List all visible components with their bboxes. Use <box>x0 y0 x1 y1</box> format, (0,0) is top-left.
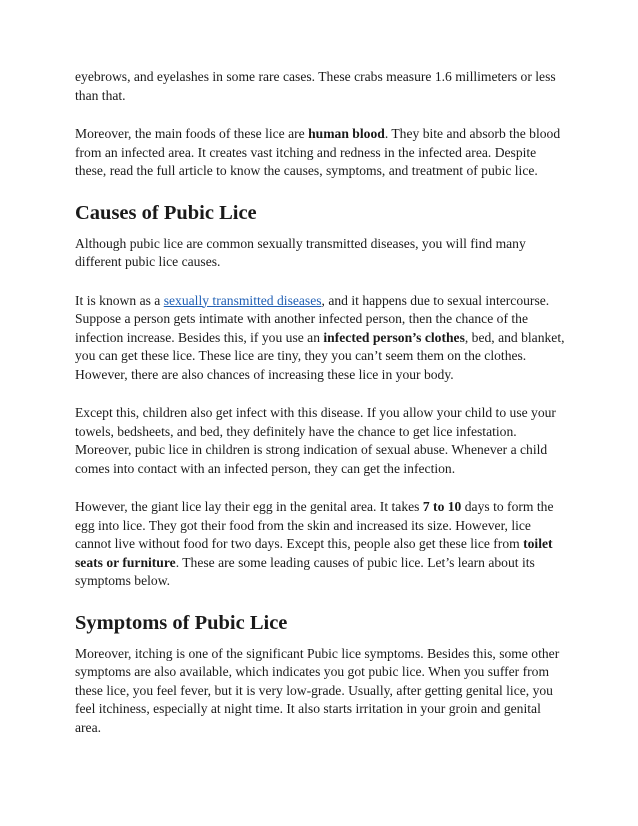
intro-p2-text-c: . They bite and absorb the blood from an infected area. It creates vast itching and redness in the infected area. Despite these, read the full article to know the causes, symptoms, and treatment of pubic lice. <box>75 126 561 178</box>
causes-p4-text-b: days to form the egg into lice. They got their food from the skin and increased its size. However, lice cannot live without food for two days. Except this, people also get these lice from <box>75 499 554 551</box>
sexually-transmitted-diseases-link[interactable]: sexually transmitted diseases <box>163 292 322 308</box>
causes-p2-text-c: , bed, and blanket, you can get these lice. These lice are tiny, they you can’t seem them on the clothes. However, there are also chances of increasing these lice in your body. <box>75 329 565 382</box>
symptoms-heading: Symptoms of Pubic Lice <box>75 611 288 634</box>
causes-p2-bold: infected person’s clothes <box>323 329 465 345</box>
causes-p2-text-a: It is known as a <box>75 292 164 308</box>
causes-paragraph-3: Except this, children also get infect with this disease. If you allow your child to use your towels, bedsheets, and bed, they definitely have the chance to get lice infestation. Moreover, pubic lice in children is strong indication of sexual abuse. Whenever a child comes into contact with an infected person, they can get the infection. <box>75 405 556 476</box>
intro-paragraph-1: eyebrows, and eyelashes in some rare cases. These crabs measure 1.6 millimeters or less than that. <box>75 69 556 103</box>
causes-paragraph-1: Although pubic lice are common sexually transmitted diseases, you will find many different pubic lice causes. <box>75 235 526 269</box>
intro-paragraph-2 <box>75 125 570 181</box>
causes-heading: Causes of Pubic Lice <box>75 201 257 224</box>
causes-paragraph-4 <box>75 498 570 591</box>
causes-p4-text-c: . These are some leading causes of pubic lice. Let’s learn about its symptoms below. <box>75 554 535 588</box>
causes-p4-text-a: However, the giant lice lay their egg in the genital area. It takes <box>75 499 423 514</box>
symptoms-paragraph-1: Moreover, itching is one of the significant Pubic lice symptoms. Besides this, some other symptoms are also available, which indicates you got pubic lice. When you suffer from these lice, you feel fever, but it is very low-grade. Usually, after getting genital lice, you feel itchiness, especially at night time. It also starts irritation in your groin and genital area. <box>75 645 560 735</box>
causes-p2-text-b: , and it happens due to sexual intercourse. Suppose a person gets intimate with another infected person, then the chance of the infection increase. Besides this, if you use an <box>75 292 550 345</box>
document-page <box>75 68 570 757</box>
intro-p2-bold: human blood <box>308 126 385 141</box>
causes-paragraph-2 <box>75 292 570 385</box>
intro-p2-text-a: Moreover, the main foods of these lice are <box>75 126 309 141</box>
causes-p4-bold-1: 7 to 10 <box>422 499 462 514</box>
causes-p4-bold-2: toilet seats or furniture <box>75 536 553 570</box>
